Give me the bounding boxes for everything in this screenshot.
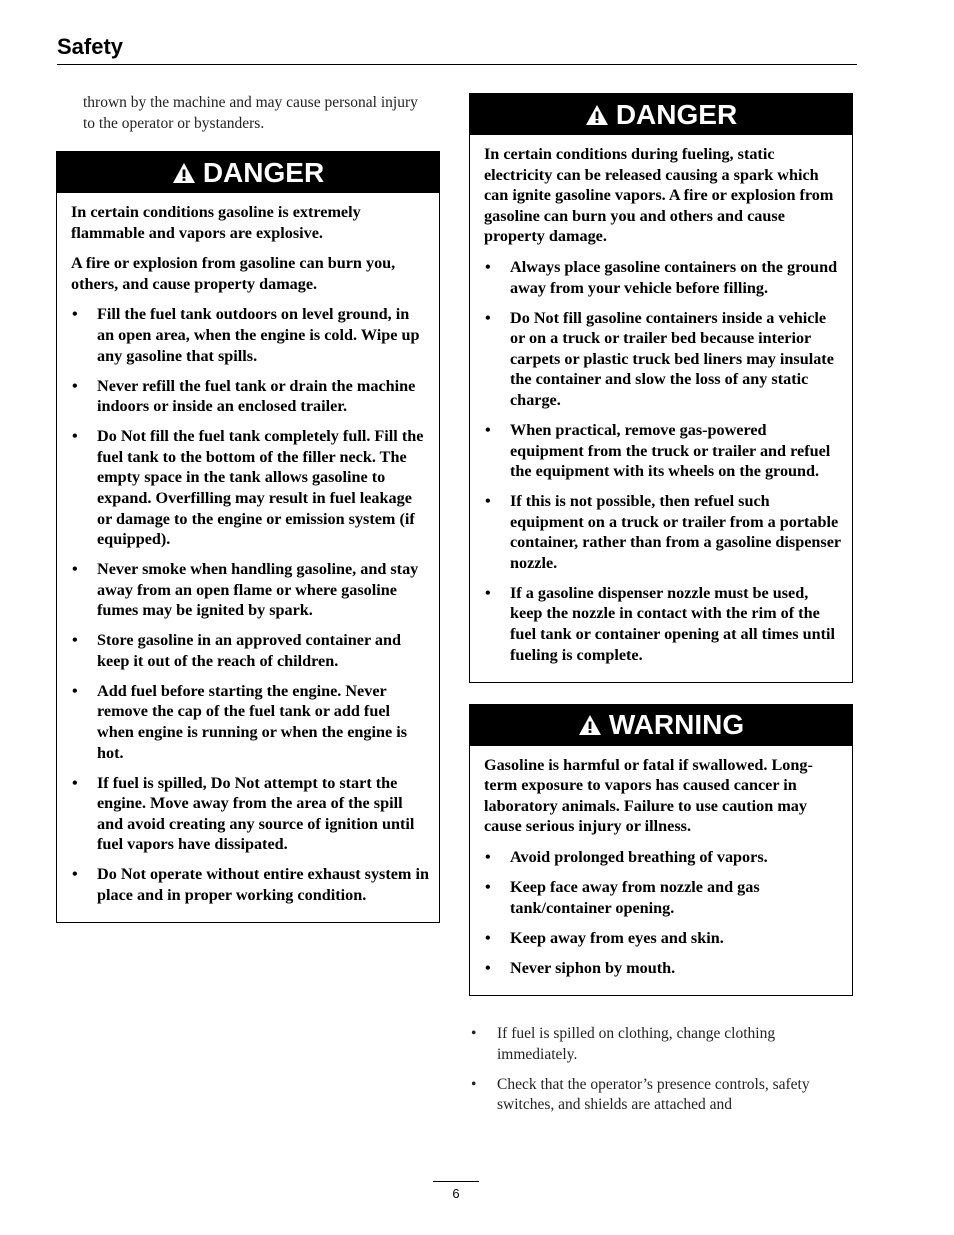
- list-item: • If this is not possible, then refuel such equipment on a truck or trailer from a portable container, rather than from a gasoline dispenser nozzle.: [484, 491, 842, 573]
- danger-paragraph: In certain conditions gasoline is extremely flammable and vapors are explosive.: [71, 203, 361, 242]
- list-item: • Do Not fill the fuel tank completely full. Fill the fuel tank to the bottom of the filler neck. The empty space in the tank allows gasoline to expand. Overfilling may result in fuel leakage or damage to the engine or emission system (if equipped).: [71, 426, 429, 550]
- right-column: [469, 93, 853, 996]
- danger-label: DANGER: [202, 156, 325, 188]
- list-item: • Check that the operator’s presence controls, safety switches, and shields are attached and: [470, 1075, 840, 1116]
- warning-header: [470, 705, 852, 746]
- list-item: • Add fuel before starting the engine. Never remove the cap of the fuel tank or add fuel when engine is running or when the engine is hot.: [71, 681, 429, 763]
- page-number-rule: [433, 1181, 479, 1182]
- warning-paragraph: Gasoline is harmful or fatal if swallowed. Long-term exposure to vapors has caused cancer in laboratory animals. Failure to use caution may cause serious injury or illness.: [484, 755, 813, 836]
- danger-paragraph: A fire or explosion from gasoline can burn you, others, and cause property damage.: [71, 254, 396, 293]
- list-item: • If fuel is spilled on clothing, change clothing immediately.: [470, 1024, 840, 1065]
- warning-label: WARNING: [608, 709, 745, 741]
- warning-bullet-list: [484, 847, 842, 978]
- list-item: • Keep away from eyes and skin.: [484, 928, 842, 949]
- danger-bullet-list: [484, 257, 842, 665]
- list-item: • Do Not fill gasoline containers inside a vehicle or on a truck or trailer bed because interior carpets or plastic truck bed liners may insulate the container and slow the loss of any static charge.: [484, 308, 842, 411]
- warning-triangle-icon: [578, 714, 602, 736]
- danger-box-static-electricity: [469, 93, 853, 683]
- list-item: • Avoid prolonged breathing of vapors.: [484, 847, 842, 868]
- danger-bullet-list: [71, 304, 429, 905]
- list-item: • When practical, remove gas-powered equipment from the truck or trailer and refuel the equipment with its wheels on the ground.: [484, 420, 842, 482]
- list-item: • Store gasoline in an approved container and keep it out of the reach of children.: [71, 630, 429, 671]
- danger-paragraph: In certain conditions during fueling, static electricity can be released causing a spark which can ignite gasoline vapors. A fire or explosion from gasoline can burn you and others and cause property damage.: [484, 145, 834, 246]
- danger-header: [470, 94, 852, 135]
- danger-box-fuel-handling: [56, 151, 440, 923]
- general-safety-list: [470, 1024, 840, 1125]
- warning-box-gasoline-exposure: [469, 704, 853, 996]
- list-item: • Never siphon by mouth.: [484, 958, 842, 979]
- page-number: 6: [452, 1186, 460, 1201]
- warning-body: [470, 746, 852, 995]
- section-title: Safety: [57, 34, 124, 59]
- warning-triangle-icon: [585, 104, 609, 126]
- danger-header: [57, 152, 439, 193]
- danger-body: [57, 193, 439, 922]
- warning-triangle-icon: [172, 162, 196, 184]
- left-column: [56, 151, 440, 923]
- list-item: • Keep face away from nozzle and gas tank/container opening.: [484, 877, 842, 918]
- danger-label: DANGER: [615, 98, 738, 130]
- list-item: • Never refill the fuel tank or drain the machine indoors or inside an enclosed trailer.: [71, 376, 429, 417]
- danger-body: [470, 135, 852, 682]
- list-item: • Never smoke when handling gasoline, and stay away from an open flame or where gasoline fumes may be ignited by spark.: [71, 559, 429, 621]
- list-item: • Always place gasoline containers on the ground away from your vehicle before filling.: [484, 257, 842, 298]
- list-item: • If fuel is spilled, Do Not attempt to start the engine. Move away from the area of the spill and avoid creating any source of ignition until fuel vapors have dissipated.: [71, 773, 429, 855]
- list-item: • Fill the fuel tank outdoors on level ground, in an open area, when the engine is cold. Wipe up any gasoline that spills.: [71, 304, 429, 366]
- title-rule: [57, 64, 857, 65]
- intro-text: thrown by the machine and may cause personal injury to the operator or bystanders.: [83, 94, 418, 132]
- list-item: • If a gasoline dispenser nozzle must be used, keep the nozzle in contact with the rim of the fuel tank or container opening at all times until fueling is complete.: [484, 583, 842, 665]
- list-item: • Do Not operate without entire exhaust system in place and in proper working condition.: [71, 864, 429, 905]
